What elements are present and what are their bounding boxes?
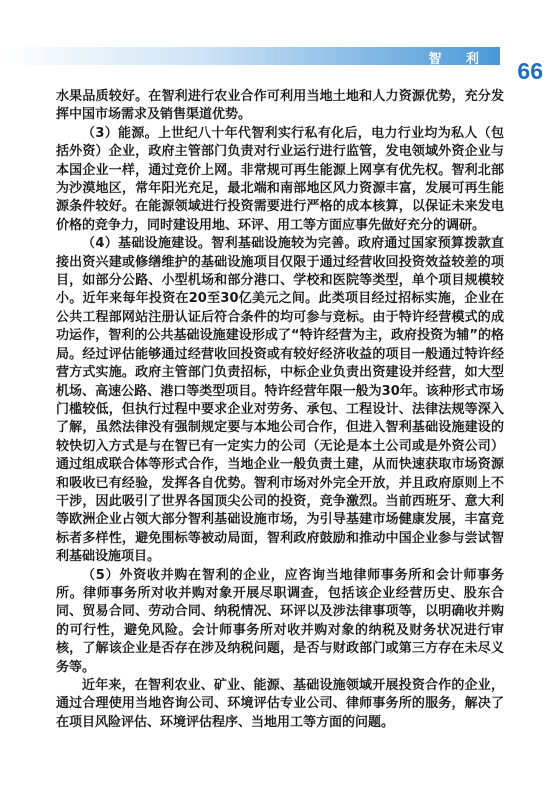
- paragraph-continuation: 水果品质较好。在智利进行农业合作可利用当地土地和人力资源优势，充分发挥中国市场需求及销售渠道优势。: [56, 89, 504, 123]
- paragraph-energy: （3）能源。上世纪八十年代智利实行私有化后，电力行业均为私人（包括外资）企业，政府主管部门负责对行业运行进行监管，发电领域外资企业与本国企业一样，通过竞价上网。非常规可再生能源上网享有优先权。智利北部为沙漠地区，常年阳光充足，最北端和南部地区风力资源丰富，发展可再生能源条件较好。在能源领域进行投资需要进行严格的成本核算，以保证未来发电价格的竞争力，同时建设用地、环评、用工等方面应事先做好充分的调研。: [56, 125, 504, 233]
- paragraph-acquisition: （5）外资收并购在智利的企业，应咨询当地律师事务所和会计师事务所。律师事务所对收并购对象开展尽职调查，包括该企业经营历史、股东合同、贸易合同、劳动合同、纳税情况、环评以及涉法律事项等，以明确收并购的可行性，避免风险。会计师事务所对收并购对象的纳税及财务状况进行审核，了解该企业是否存在涉及纳税问题，是否与财政部门或第三方存在未尽义务等。: [56, 567, 504, 675]
- header-gradient-bar: [0, 47, 500, 65]
- paragraph-recent-years: 近年来，在智利农业、矿业、能源、基础设施领域开展投资合作的企业，通过合理使用当地咨询公司、环境评估专业公司、律师事务所的服务，解决了在项目风险评估、环境评估程序、当地用工等方面的问题。: [56, 678, 504, 730]
- paragraph-infrastructure: （4）基础设施建设。智利基础设施较为完善。政府通过国家预算拨款直接出资兴建或修缮维护的基础设施项目仅限于通过经营收回投资效益较差的项目，如部分公路、小型机场和部分港口、学校和医院等类型，单个项目规模较小。近年来每年投资在20至30亿美元之间。此类项目经过招标实施，企业在公共工程部网站注册认证后符合条件的均可参与竞标。由于特许经营模式的成功运作，智利的公共基础设施建设形成了“特许经营为主，政府投资为辅”的格局。经过评估能够通过经营收回投资或有较好经济收益的项目一般通过特许经营方式实施。政府主管部门负责招标，中标企业负责出资建设并经营，如大型机场、高速公路、港口等类型项目。特许经营年限一般为30年。该种形式市场门槛较低，但执行过程中要求企业对劳务、承包、工程设计、法律法规等深入了解，虽然法律没有强制规定要与本地公司合作，但进入智利基础设施建设的较快切入方式是与在智已有一定实力的公司（无论是本土公司或是外资公司）通过组成联合体等形式合作，当地企业一般负责土建，从而快速获取市场资源和吸收已有经验，发挥各自优势。智利市场对外完全开放，并且政府原则上不干涉，因此吸引了世界各国顶尖公司的投资，竞争激烈。当前西班牙、意大利等欧洲企业占领大部分智利基础设施市场，为引导基建市场健康发展，丰富竞标者多样性，避免围标等被动局面，智利政府鼓励和推动中国企业参与尝试智利基础设施项目。: [56, 236, 504, 565]
- page-number: 66: [517, 58, 543, 84]
- section-label: 智 利: [428, 52, 489, 67]
- page-header: [0, 0, 559, 100]
- body-text: [56, 88, 504, 732]
